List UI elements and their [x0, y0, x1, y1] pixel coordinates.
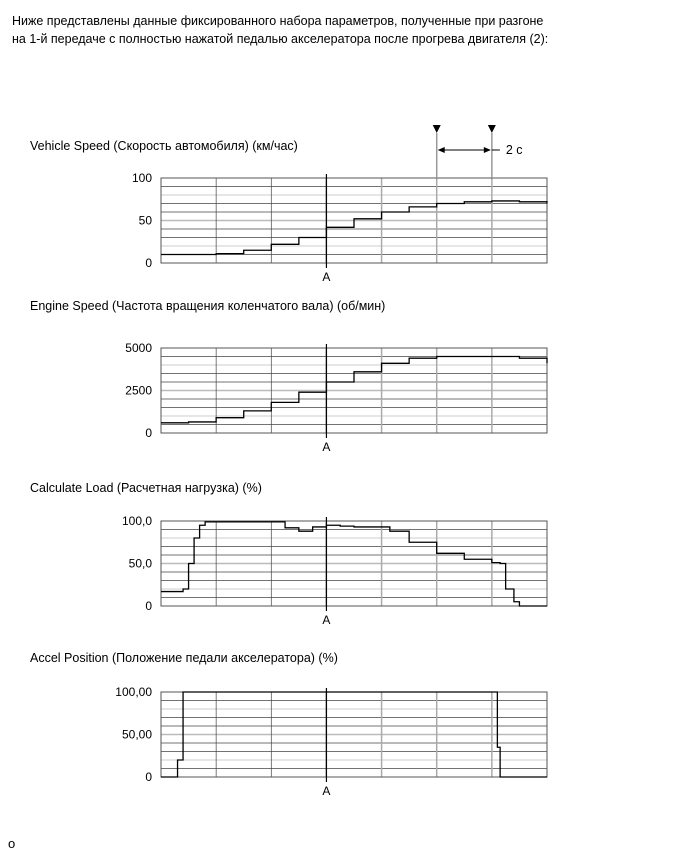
series-line [161, 357, 547, 423]
y-tick-label: 100 [131, 171, 152, 185]
arrow-left-icon [438, 147, 445, 153]
chart-2 [122, 514, 547, 627]
chart-3 [115, 685, 547, 798]
footer-mark: o [8, 836, 16, 851]
marker-a-label: A [322, 270, 331, 284]
y-tick-label: 0 [145, 770, 152, 784]
series-line [161, 201, 547, 255]
chart-title-calculate-load: Calculate Load (Расчетная нагрузка) (%) [30, 481, 262, 495]
marker-a-label: A [322, 440, 331, 454]
chart-title-vehicle-speed: Vehicle Speed (Скорость автомобиля) (км/час) [30, 139, 298, 153]
chart-0 [132, 171, 547, 284]
interval-label: 2 с [505, 143, 523, 157]
marker-a-label: A [322, 784, 331, 798]
chart-title-accel-position: Accel Position (Положение педали акселератора) (%) [30, 651, 338, 665]
y-tick-label: 0 [145, 256, 152, 270]
triangle-marker-icon [433, 125, 441, 133]
chart-title-engine-speed: Engine Speed (Частота вращения коленчатого вала) (об/мин) [30, 299, 386, 313]
y-tick-label: 100,0 [121, 514, 152, 528]
y-tick-label: 0 [145, 426, 152, 440]
y-tick-label: 2500 [125, 383, 152, 398]
triangle-marker-icon [488, 125, 496, 133]
y-tick-label: 50 [138, 213, 152, 228]
y-tick-label: 100,00 [115, 685, 152, 699]
y-tick-label: 50,00 [121, 727, 152, 742]
y-tick-label: 50,0 [128, 556, 152, 571]
y-tick-label: 0 [145, 599, 152, 613]
arrow-right-icon [484, 147, 491, 153]
intro-line-2: на 1-й передаче с полностью нажатой педалью акселератора после прогрева двигателя (2): [12, 32, 549, 46]
y-tick-label: 5000 [125, 341, 152, 355]
chart-1 [125, 341, 547, 454]
marker-a-label: A [322, 613, 331, 627]
intro-line-1: Ниже представлены данные фиксированного набора параметров, полученные при разгоне [12, 14, 544, 28]
